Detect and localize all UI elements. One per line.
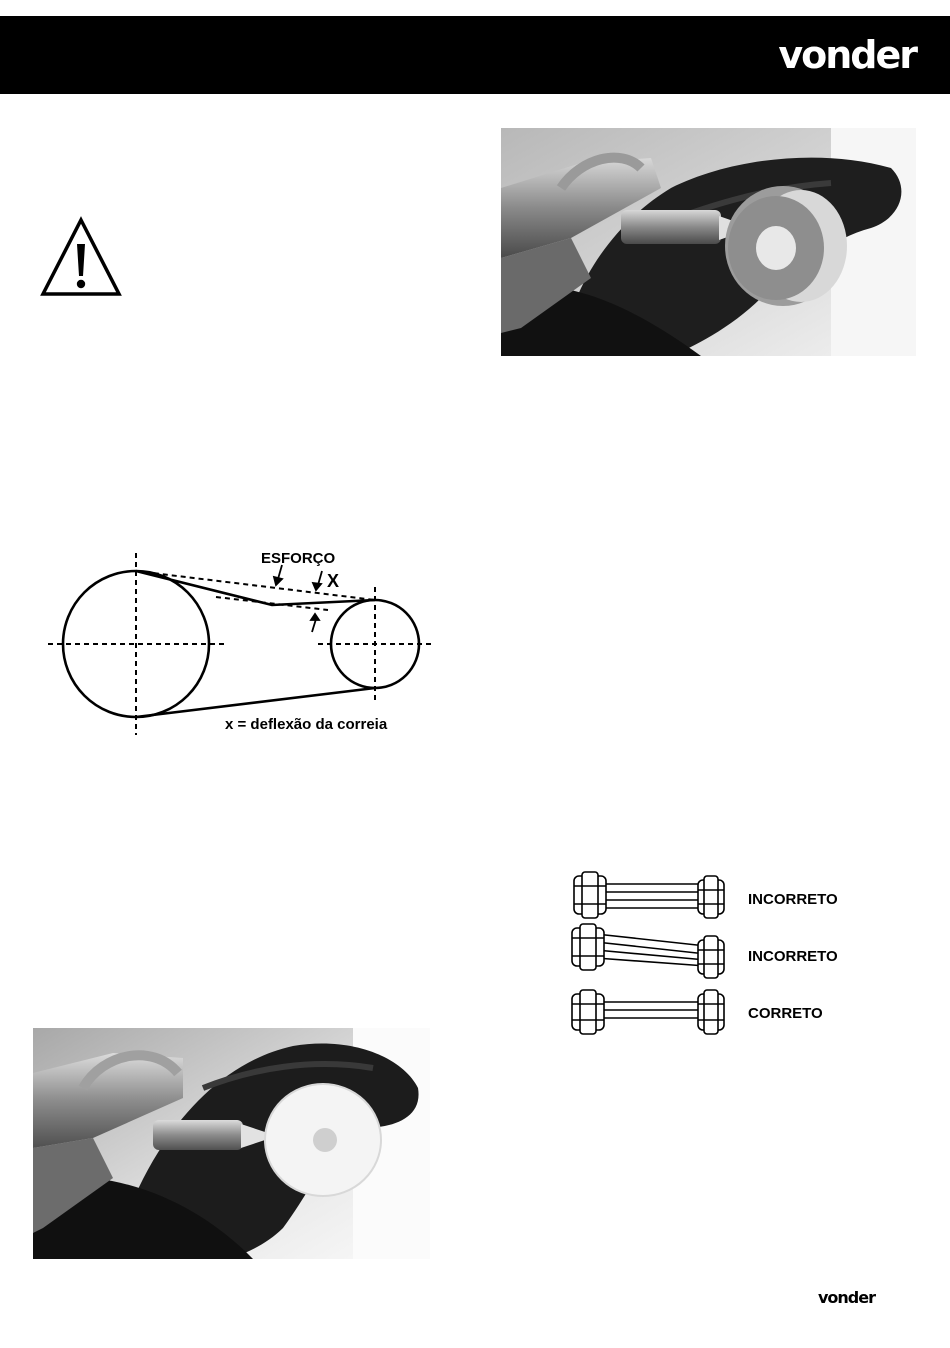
photo-cleaning-disc: [33, 1028, 430, 1259]
alignment-label-2: INCORRETO: [748, 948, 838, 965]
brand-logo: vonder: [778, 33, 916, 77]
deflection-x-label: X: [327, 571, 340, 591]
belt-deflection-diagram: [40, 545, 440, 745]
alignment-label-3: CORRETO: [748, 1005, 823, 1022]
deflection-caption: x = deflexão da correia: [225, 716, 388, 733]
footer-brand-logo: vonder: [817, 1288, 875, 1307]
belt-alignment-figure: [566, 868, 886, 1040]
alignment-row-correct: [572, 990, 724, 1034]
warning-icon: [40, 216, 122, 298]
alignment-label-1: INCORRETO: [748, 891, 838, 908]
effort-label: ESFORÇO: [261, 550, 336, 567]
alignment-row-incorrect-1: [574, 872, 724, 918]
photo-cleaning-filter: [501, 128, 916, 356]
alignment-row-incorrect-2: [572, 924, 724, 978]
belt-bottom: [136, 688, 375, 717]
header-bar: [0, 16, 950, 94]
belt-straight-line: [136, 571, 375, 600]
